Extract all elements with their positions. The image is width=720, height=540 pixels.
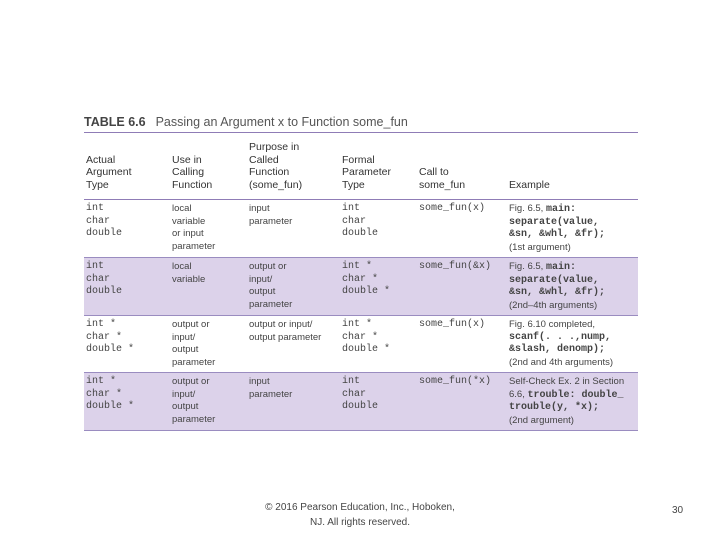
purpose-in-called-function-line: parameter [249, 388, 293, 400]
example-prefix: Fig. 6.5, [509, 261, 546, 272]
purpose-in-called-function-line: input/ [249, 273, 273, 285]
example-code: trouble: double_ [527, 389, 624, 401]
use-in-calling-function [170, 373, 247, 431]
call-expression: some_fun(&x) [419, 261, 492, 272]
column-header-line: Call to [419, 166, 449, 178]
table-row [84, 373, 638, 431]
example [507, 373, 638, 431]
column-header-line: Formal [342, 153, 375, 166]
actual-argument-type-line: double * [86, 401, 135, 412]
formal-parameter-type-line: double [342, 401, 379, 412]
column-header [84, 133, 170, 200]
actual-argument-type-line: int [86, 261, 105, 272]
call-to-some-fun [417, 258, 507, 316]
use-in-calling-function [170, 200, 247, 258]
example-prefix: Fig. 6.5, [509, 203, 546, 214]
header-row [84, 133, 638, 200]
formal-parameter-type-line: char [342, 215, 367, 227]
example-code: main: [545, 204, 576, 215]
table-row [84, 258, 638, 316]
example-code: &sn, &whl, &fr); [509, 229, 606, 240]
actual-argument-type-line: char * [86, 331, 123, 343]
actual-argument-type-line: int * [86, 319, 117, 330]
purpose-in-called-function [247, 200, 340, 258]
example-note: (2nd–4th arguments) [509, 299, 598, 311]
column-header [170, 133, 247, 200]
use-in-calling-function-line: local [172, 203, 192, 214]
example-code: separate(value, [509, 274, 600, 286]
actual-argument-type [84, 258, 170, 316]
formal-parameter-type-line: int [342, 376, 361, 387]
example-line [509, 389, 636, 403]
use-in-calling-function-line: parameter [172, 240, 216, 252]
use-in-calling-function [170, 258, 247, 316]
actual-argument-type-line: char [86, 273, 111, 285]
use-in-calling-function-line: local [172, 261, 192, 272]
column-header-line: Function [172, 178, 213, 191]
actual-argument-type-line: double * [86, 344, 135, 355]
formal-parameter-type [340, 258, 417, 316]
use-in-calling-function-line: parameter [172, 356, 216, 368]
actual-argument-type-line: double [86, 228, 123, 239]
call-expression: some_fun(*x) [419, 376, 492, 387]
use-in-calling-function-line: input/ [172, 331, 196, 343]
use-in-calling-function-line: variable [172, 215, 206, 227]
column-header [340, 133, 417, 200]
column-header-line: Function [249, 166, 290, 178]
column-header-line: Type [86, 178, 109, 191]
use-in-calling-function-line: parameter [172, 413, 216, 425]
formal-parameter-type-line: int * [342, 319, 373, 330]
column-header-line: Purpose in [249, 141, 300, 153]
column-header [507, 133, 638, 200]
table-caption [84, 113, 638, 131]
use-in-calling-function-line: or input [172, 228, 204, 239]
table-row [84, 200, 638, 258]
actual-argument-type [84, 373, 170, 431]
purpose-in-called-function-line: input [249, 203, 270, 214]
formal-parameter-type [340, 316, 417, 373]
formal-parameter-type-line: char * [342, 273, 379, 285]
formal-parameter-type-line: char [342, 388, 367, 400]
column-header [417, 133, 507, 200]
table-title: Passing an Argument x to Function some_fun [155, 115, 408, 129]
purpose-in-called-function-line: parameter [249, 298, 293, 310]
page-number: 30 [672, 505, 684, 516]
purpose-in-called-function-line: output [249, 286, 276, 297]
column-header-line: (some_fun) [249, 178, 303, 191]
column-header-line: Parameter [342, 166, 392, 178]
purpose-in-called-function-line: output parameter [249, 331, 322, 343]
column-header-line: some_fun [419, 178, 466, 191]
footer-line-2: NJ. All rights reserved. [309, 517, 411, 528]
formal-parameter-type-line: double [342, 228, 379, 239]
use-in-calling-function-line: output or [172, 376, 210, 387]
example-line [509, 203, 636, 217]
formal-parameter-type-line: int [342, 203, 361, 214]
table-body [84, 200, 638, 431]
call-to-some-fun [417, 316, 507, 373]
purpose-in-called-function-line: input [249, 376, 270, 387]
example-prefix: Fig. 6.10 completed, [509, 319, 596, 330]
purpose-in-called-function-line: parameter [249, 215, 293, 227]
purpose-in-called-function [247, 373, 340, 431]
actual-argument-type-line: char * [86, 388, 123, 400]
formal-parameter-type [340, 200, 417, 258]
footer-line-1: © 2016 Pearson Education, Inc., Hoboken, [265, 502, 455, 513]
example-code: separate(value, [509, 216, 600, 228]
purpose-in-called-function-line: output or [249, 261, 287, 272]
actual-argument-type-line: char [86, 215, 111, 227]
use-in-calling-function-line: output [172, 401, 199, 412]
column-header-line: Calling [172, 166, 205, 178]
formal-parameter-type-line: double * [342, 344, 391, 355]
column-header-line: Actual [86, 153, 116, 166]
formal-parameter-type [340, 373, 417, 431]
table-6-6 [84, 113, 638, 431]
table-row [84, 316, 638, 373]
example-prefix: 6.6, [509, 388, 528, 400]
actual-argument-type-line: int * [86, 376, 117, 387]
use-in-calling-function-line: output [172, 344, 199, 355]
example [507, 258, 638, 316]
purpose-in-called-function [247, 316, 340, 373]
formal-parameter-type-line: double * [342, 286, 391, 297]
example-prefix: Self-Check Ex. 2 in Section [509, 376, 625, 387]
example-code: &sn, &whl, &fr); [509, 287, 606, 298]
formal-parameter-type-line: int * [342, 261, 373, 272]
actual-argument-type [84, 316, 170, 373]
column-header-line: Argument [86, 166, 132, 178]
example-note: (1st argument) [509, 241, 571, 253]
example [507, 200, 638, 258]
actual-argument-type-line: double [86, 286, 123, 297]
table-number: TABLE 6.6 [84, 115, 146, 129]
call-expression: some_fun(x) [419, 203, 486, 214]
call-to-some-fun [417, 373, 507, 431]
column-header-line: Use in [172, 153, 202, 166]
argument-table [84, 133, 638, 431]
call-to-some-fun [417, 200, 507, 258]
actual-argument-type-line: int [86, 203, 105, 214]
use-in-calling-function-line: output or [172, 319, 210, 330]
example-code: &slash, denomp); [509, 344, 606, 355]
example-note: (2nd and 4th arguments) [509, 356, 614, 368]
copyright-footer [252, 500, 468, 530]
use-in-calling-function [170, 316, 247, 373]
column-header [247, 133, 340, 200]
example-code: main: [545, 262, 576, 273]
example-code: trouble(y, *x); [509, 402, 600, 413]
example [507, 316, 638, 373]
example-note: (2nd argument) [509, 414, 574, 426]
purpose-in-called-function-line: output or input/ [249, 319, 313, 330]
formal-parameter-type-line: char * [342, 331, 379, 343]
column-header-line: Type [342, 178, 365, 191]
column-header-line: Example [509, 178, 550, 191]
actual-argument-type [84, 200, 170, 258]
example-code: scanf(. . .,nump, [509, 331, 612, 343]
use-in-calling-function-line: input/ [172, 388, 196, 400]
column-header-line: Called [249, 153, 279, 166]
use-in-calling-function-line: variable [172, 273, 206, 285]
purpose-in-called-function [247, 258, 340, 316]
call-expression: some_fun(x) [419, 319, 486, 330]
example-line [509, 261, 636, 275]
